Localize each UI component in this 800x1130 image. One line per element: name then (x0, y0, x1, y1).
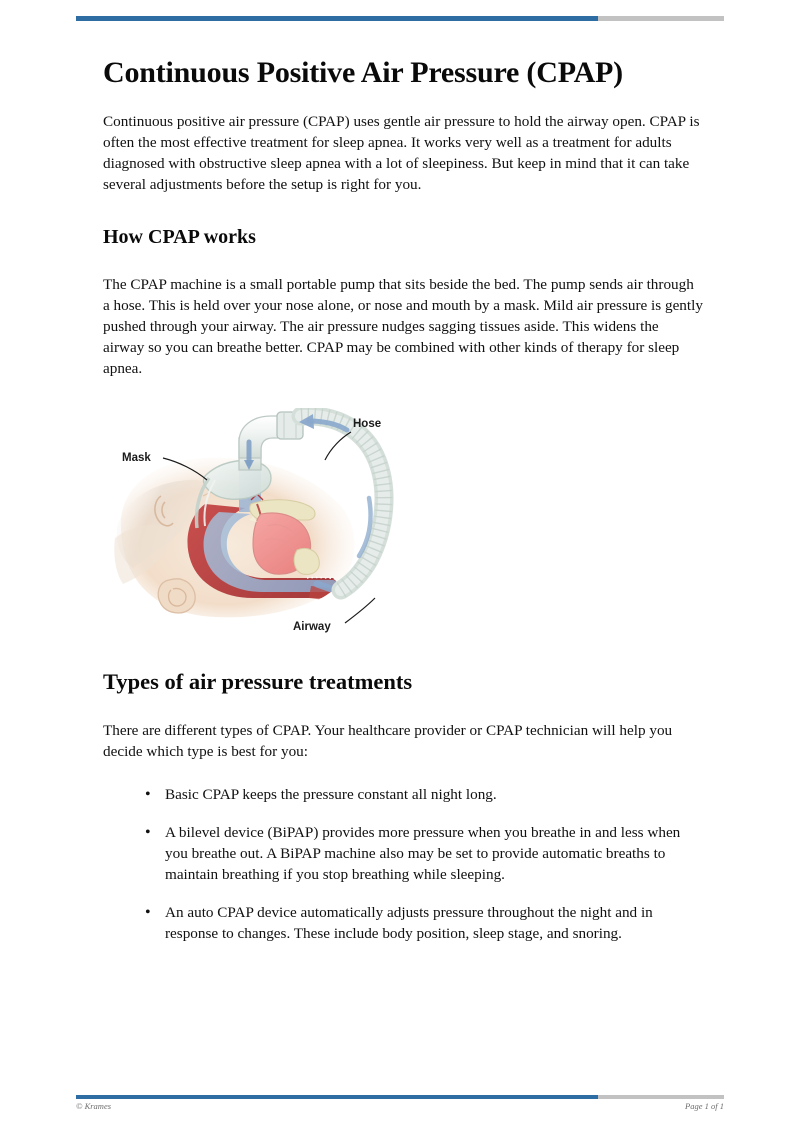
footer-rule (76, 1095, 724, 1099)
section-heading-types-of-air-pressure-treatments: Types of air pressure treatments (103, 669, 413, 695)
hose-label-text: Hose (353, 418, 382, 431)
footer-rule-blue-segment (76, 1095, 598, 1099)
list-item: • Basic CPAP keeps the pressure constant all night long. (145, 785, 703, 806)
section-paragraph-types: There are different types of CPAP. Your healthcare provider or CPAP technician will help you decide which type is best for you: (103, 722, 673, 761)
page-title: Continuous Positive Air Pressure (CPAP) (103, 56, 623, 89)
spacer (103, 763, 703, 785)
page-number-text: Page 1 of 1 (685, 1101, 724, 1111)
section-heading-how-cpap-works: How CPAP works (103, 226, 256, 249)
page-footer (76, 1101, 724, 1111)
list-item: • A bilevel device (BiPAP) provides more pressure when you breathe in and less when you breathe out. A BiPAP machine also may be set to provide automatic breaths to maintain breathing if you stop breathing while sleeping. (145, 823, 703, 886)
spacer (103, 195, 703, 225)
spacer (103, 638, 703, 668)
list-item: • An auto CPAP device automatically adjusts pressure throughout the night and in response to changes. These include body position, sleep stage, and snoring. (145, 903, 703, 945)
section-paragraph-how-cpap-works: The CPAP machine is a small portable pump that sits beside the bed. The pump sends air through a hose. This is held over your nose alone, or nose and mouth by a mask. Mild air pressure is gently pushed through your airway. The air pressure nudges sagging tissues aside. This widens the airway so you can breathe better. CPAP may be combined with other kinds of therapy for sleep apnea. (103, 276, 703, 378)
ear-lower (158, 579, 195, 613)
footer-rule-gray-segment (598, 1095, 724, 1099)
cpap-head-cross-section-illustration (111, 408, 411, 638)
spacer (103, 90, 703, 112)
mask-label-text: Mask (122, 452, 151, 465)
document-body (103, 0, 703, 945)
copyright-text: © Krames (76, 1101, 112, 1111)
intro-paragraph: Continuous positive air pressure (CPAP) uses gentle air pressure to hold the airway open. CPAP is often the most effective treatment for sleep apnea. It works very well as a treatment for adults diagnosed with obstructive sleep apnea with a lot of sleepiness. But keep in mind that it can take several adjustments before the setup is right for you. (103, 112, 700, 193)
airway-label-text: Airway (293, 621, 331, 634)
treatment-types-list (103, 785, 703, 945)
spacer (103, 695, 703, 721)
spacer (103, 249, 703, 275)
